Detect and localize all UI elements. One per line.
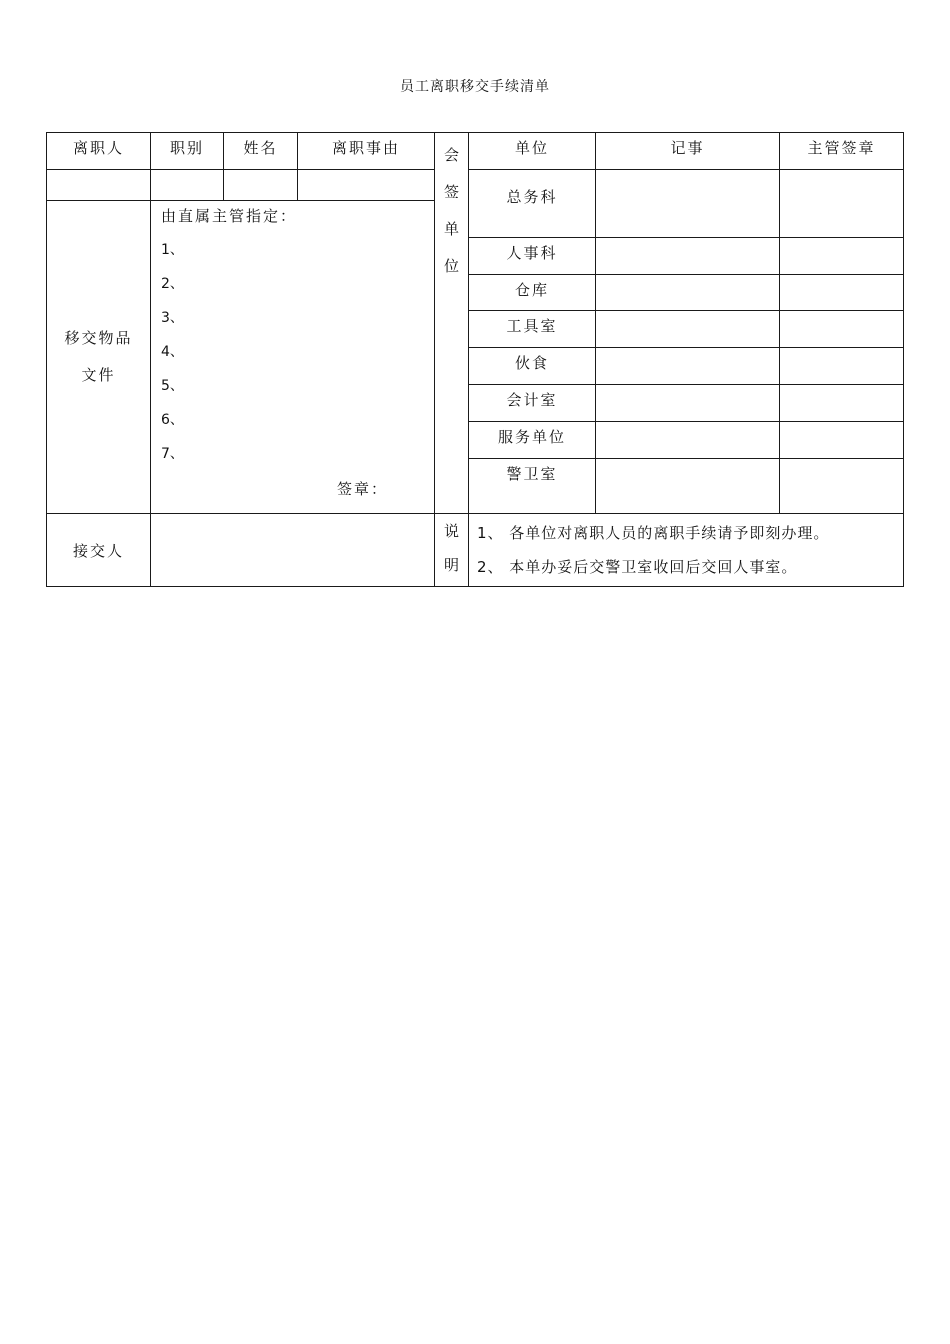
receiver-value-cell[interactable] xyxy=(151,514,435,587)
memo-cell-canteen[interactable] xyxy=(596,348,780,385)
transfer-item-7: 7、 xyxy=(161,446,184,462)
unit-name-general-affairs: 总务科 xyxy=(469,170,596,238)
unit-name-security: 警卫室 xyxy=(469,459,596,514)
transfer-item-4: 4、 xyxy=(161,344,184,360)
unit-name-accounting: 会计室 xyxy=(469,385,596,422)
transfer-item-5: 5、 xyxy=(161,378,184,394)
notes-label xyxy=(435,514,469,587)
position-value-cell[interactable] xyxy=(151,170,224,201)
header-row xyxy=(47,133,904,170)
header-position: 职别 xyxy=(151,133,224,170)
transfer-item-2: 2、 xyxy=(161,276,184,292)
resignation-handover-form xyxy=(46,132,904,587)
receiver-label: 接交人 xyxy=(47,514,151,587)
memo-cell-warehouse[interactable] xyxy=(596,275,780,311)
memo-cell-service[interactable] xyxy=(596,422,780,459)
reason-value-cell[interactable] xyxy=(298,170,435,201)
seal-cell-tool-room[interactable] xyxy=(780,311,904,348)
memo-cell-security[interactable] xyxy=(596,459,780,514)
transfer-signature-label: 签章： xyxy=(337,480,389,498)
receiver-notes-row xyxy=(47,514,904,587)
transfer-items-label xyxy=(47,201,151,514)
resignee-info-row xyxy=(47,170,904,201)
unit-name-warehouse: 仓库 xyxy=(469,275,596,311)
transfer-item-3: 3、 xyxy=(161,310,184,326)
transfer-items-box[interactable] xyxy=(151,201,435,514)
countersign-group-text: 会签单位 xyxy=(443,146,459,275)
transfer-item-1: 1、 xyxy=(161,242,184,258)
header-name: 姓名 xyxy=(224,133,298,170)
note-line-1: 1、 各单位对离职人员的离职手续请予即刻办理。 xyxy=(477,524,830,542)
seal-cell-security[interactable] xyxy=(780,459,904,514)
header-unit: 单位 xyxy=(469,133,596,170)
memo-cell-general-affairs[interactable] xyxy=(596,170,780,238)
transfer-items-label-line1: 移交物品 xyxy=(64,329,133,347)
note-line-2: 2、 本单办妥后交警卫室收回后交回人事室。 xyxy=(477,558,798,576)
notes-label-text: 说明 xyxy=(443,522,459,574)
unit-name-hr: 人事科 xyxy=(469,238,596,275)
seal-cell-accounting[interactable] xyxy=(780,385,904,422)
unit-name-service: 服务单位 xyxy=(469,422,596,459)
name-value-cell[interactable] xyxy=(224,170,298,201)
memo-cell-tool-room[interactable] xyxy=(596,311,780,348)
notes-content xyxy=(469,514,904,587)
header-reason: 离职事由 xyxy=(298,133,435,170)
resignee-value-cell[interactable] xyxy=(47,170,151,201)
transfer-items-list xyxy=(161,239,184,477)
transfer-items-lead: 由直属主管指定： xyxy=(161,207,298,225)
unit-name-tool-room: 工具室 xyxy=(469,311,596,348)
transfer-items-label-line2: 文件 xyxy=(81,366,116,384)
countersign-group-label xyxy=(435,133,469,514)
seal-cell-warehouse[interactable] xyxy=(780,275,904,311)
header-resignee: 离职人 xyxy=(47,133,151,170)
memo-cell-hr[interactable] xyxy=(596,238,780,275)
header-supervisor-seal: 主管签章 xyxy=(780,133,904,170)
header-memo: 记事 xyxy=(596,133,780,170)
memo-cell-accounting[interactable] xyxy=(596,385,780,422)
seal-cell-service[interactable] xyxy=(780,422,904,459)
seal-cell-general-affairs[interactable] xyxy=(780,170,904,238)
unit-name-canteen: 伙食 xyxy=(469,348,596,385)
document-title: 员工离职移交手续清单 xyxy=(400,79,550,95)
seal-cell-canteen[interactable] xyxy=(780,348,904,385)
transfer-item-6: 6、 xyxy=(161,412,184,428)
seal-cell-hr[interactable] xyxy=(780,238,904,275)
